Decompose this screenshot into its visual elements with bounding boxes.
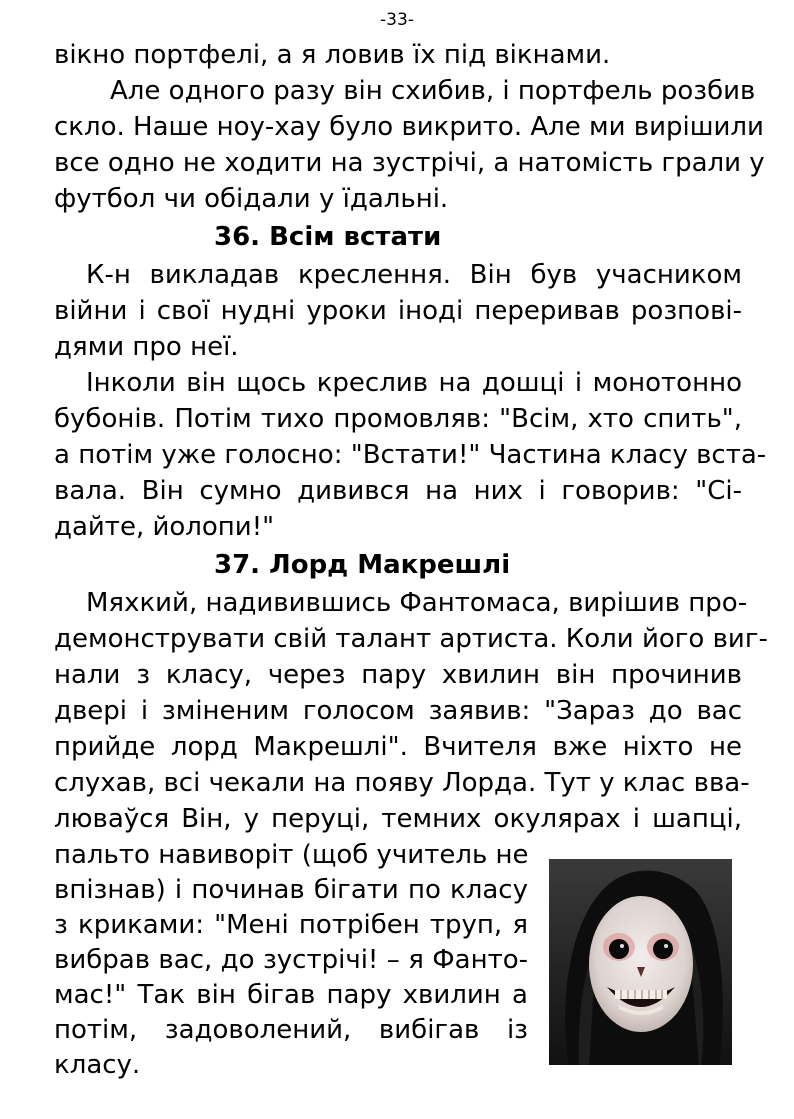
text-line: К-н викладав креслення. Він був учасником bbox=[86, 260, 742, 290]
text-line: нали з класу, через пару хвилин він прочинив bbox=[54, 660, 742, 690]
text-line: вибрав вас, до зустрічі! – я Фанто- bbox=[54, 945, 528, 975]
text-line: скло. Наше ноу-хау було викрито. Але ми вирішили bbox=[54, 112, 764, 142]
text-line: вала. Він сумно дивився на них і говорив: "Сі- bbox=[54, 476, 742, 506]
section-heading: 36. Всім встати bbox=[214, 222, 442, 252]
text-line: Мяхкий, надивившись Фантомаса, вирішив про- bbox=[86, 588, 748, 618]
mask-figure-photo bbox=[549, 859, 732, 1065]
text-line: пальто навиворіт (щоб учитель не bbox=[54, 840, 529, 870]
text-line: Інколи він щось креслив на дошці і монотонно bbox=[86, 368, 742, 398]
text-line: все одно не ходити на зустрічі, а натомість грали у bbox=[54, 148, 765, 178]
text-line: впізнав) і починав бігати по класу bbox=[54, 875, 528, 905]
text-line: потім, задоволений, вибігав із bbox=[54, 1015, 528, 1045]
text-line: з криками: "Мені потрібен труп, я bbox=[54, 910, 528, 940]
text-line: люваўся Він, у перуці, темних окулярах і шапці, bbox=[54, 804, 742, 834]
text-line: демонструвати свій талант артиста. Коли його виг- bbox=[54, 624, 768, 654]
section-heading: 37. Лорд Макрешлі bbox=[214, 550, 511, 580]
text-line: мас!" Так він бігав пару хвилин а bbox=[54, 980, 528, 1010]
page-number: -33- bbox=[380, 10, 414, 30]
text-line: Але одного разу він схибив, і портфель розбив bbox=[110, 76, 756, 106]
text-line: бубонів. Потім тихо промовляв: "Всім, хто спить", bbox=[54, 404, 742, 434]
text-line: двері і зміненим голосом заявив: "Зараз до вас bbox=[54, 696, 742, 726]
text-line: прийде лорд Макрешлі". Вчителя вже ніхто не bbox=[54, 732, 742, 762]
text-line: дайте, йолопи!" bbox=[54, 512, 275, 542]
text-line: війни і свої нудні уроки іноді переривав розпові- bbox=[54, 296, 742, 326]
text-line: футбол чи обідали у їдальні. bbox=[54, 184, 449, 214]
text-line: а потім уже голосно: "Встати!" Частина класу вста- bbox=[54, 440, 767, 470]
text-line: класу. bbox=[54, 1050, 141, 1080]
text-line: дями про неї. bbox=[54, 332, 239, 362]
text-line: вікно портфелі, а я ловив їх під вікнами. bbox=[54, 40, 611, 70]
text-line: слухав, всі чекали на появу Лорда. Тут у клас вва- bbox=[54, 768, 750, 798]
